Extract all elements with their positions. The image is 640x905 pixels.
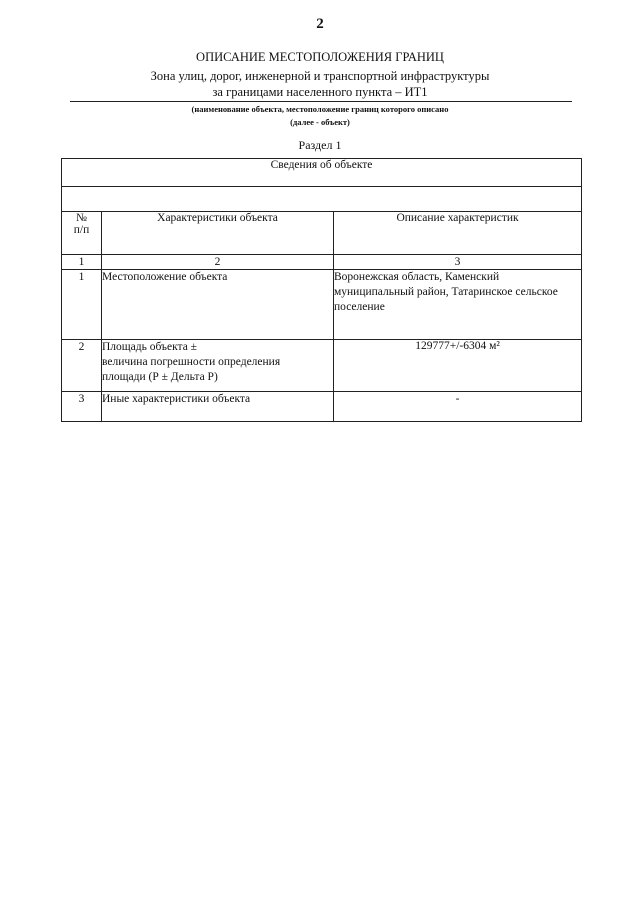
table-empty-row — [62, 187, 582, 212]
object-name-line2: за границами населенного пункта – ИТ1 — [212, 85, 428, 99]
row-characteristic — [102, 340, 334, 392]
col-number: 2 — [102, 255, 334, 270]
object-name-line1: Зона улиц, дорог, инженерной и транспортной инфраструктуры — [150, 69, 490, 83]
row-num: 3 — [62, 392, 102, 422]
empty-cell — [62, 187, 582, 212]
object-info-table — [61, 158, 582, 422]
underline-divider — [70, 101, 572, 102]
table-header-row — [62, 212, 582, 255]
header-num-line2: п/п — [73, 224, 90, 236]
row-num: 1 — [62, 270, 102, 340]
row-characteristic-line1: Площадь объекта ± — [102, 341, 197, 353]
table-row — [62, 270, 582, 340]
section-label: Раздел 1 — [298, 138, 342, 152]
row-characteristic-line2: величина погрешности определения — [102, 356, 281, 368]
row-characteristic: Иные характеристики объекта — [102, 392, 334, 422]
header-num-cell — [62, 212, 102, 255]
row-characteristic-line3: площади (Р ± Дельта Р) — [102, 371, 218, 383]
row-characteristic: Местоположение объекта — [102, 270, 334, 340]
header-characteristics: Характеристики объекта — [102, 212, 334, 255]
table-heading-row — [62, 159, 582, 187]
caption-line1: (наименование объекта, местоположение границ которого описано — [191, 104, 449, 114]
row-num: 2 — [62, 340, 102, 392]
col-number: 3 — [334, 255, 582, 270]
header-num-line1: № — [76, 212, 87, 224]
row-value: Воронежская область, Каменский муниципальный район, Татаринское сельское поселение — [334, 270, 582, 340]
col-number: 1 — [62, 255, 102, 270]
row-value: 129777+/-6304 м² — [334, 340, 582, 392]
table-row — [62, 392, 582, 422]
caption-line2: (далее - объект) — [290, 117, 350, 127]
document-title: ОПИСАНИЕ МЕСТОПОЛОЖЕНИЯ ГРАНИЦ — [196, 50, 444, 64]
table-row — [62, 340, 582, 392]
table-heading: Сведения об объекте — [62, 159, 582, 187]
page-number: 2 — [316, 16, 324, 32]
column-number-row — [62, 255, 582, 270]
row-value: - — [334, 392, 582, 422]
header-description: Описание характеристик — [334, 212, 582, 255]
